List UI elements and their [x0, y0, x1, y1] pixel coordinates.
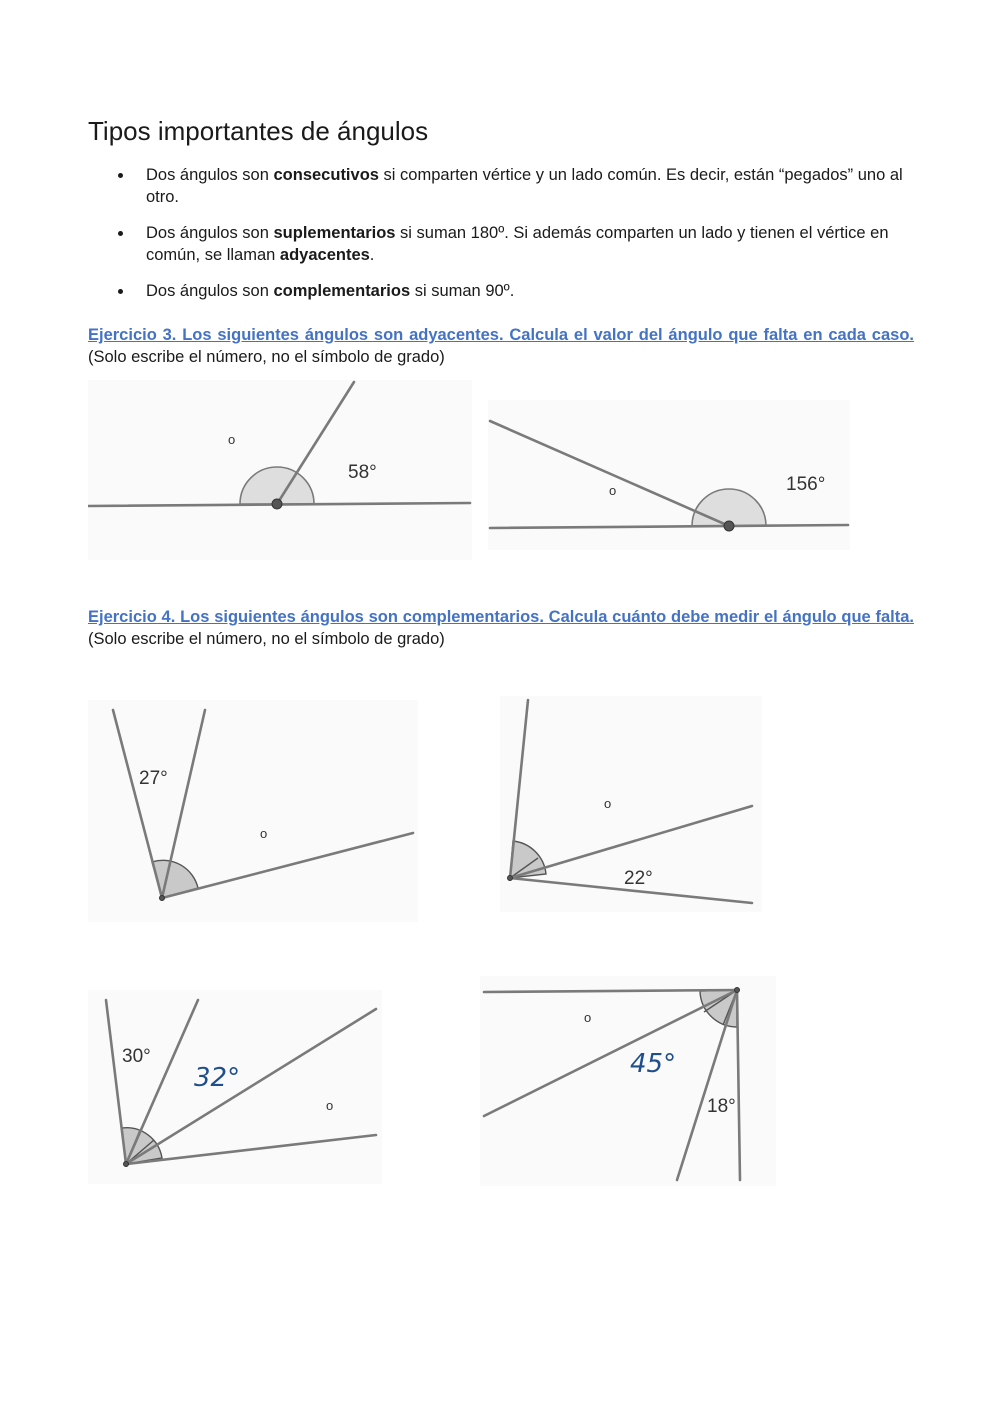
list-item: Dos ángulos son complementarios si suman 90º.: [88, 280, 914, 302]
exercise-4-note: (Solo escribe el número, no el símbolo de grado): [88, 630, 445, 648]
handwritten-answer: 45°: [630, 1049, 677, 1079]
known-angle-label: 22°: [624, 868, 653, 889]
handwritten-answer: 32°: [194, 1063, 241, 1093]
known-angle-label: 30°: [122, 1046, 151, 1067]
definitions-list: [88, 164, 914, 316]
vertex-point: [160, 896, 165, 901]
unknown-angle-mark: o: [326, 1098, 334, 1113]
list-item: Dos ángulos son suplementarios si suman 180º. Si además comparten un lado y tienen el vértice en común, se llaman adyacentes.: [88, 222, 914, 266]
complementary-angles-figure-1: [88, 700, 418, 922]
exercise-4-heading-link[interactable]: Ejercicio 4. Los siguientes ángulos son complementarios. Calcula cuánto debe medir el ángulo que falta.: [88, 608, 914, 626]
unknown-angle-mark: o: [228, 432, 236, 447]
bullet-icon: [118, 231, 123, 236]
bullet-icon: [118, 289, 123, 294]
exercise-4-instructions: [88, 606, 914, 650]
known-angle-label: 18°: [707, 1096, 736, 1117]
vertex-point: [124, 1162, 129, 1167]
page-title: Tipos importantes de ángulos: [88, 116, 429, 146]
complementary-angles-figure-2: [500, 696, 762, 912]
complementary-angles-figure-4: [480, 976, 776, 1186]
unknown-angle-mark: o: [609, 483, 617, 498]
vertex-point: [735, 988, 740, 993]
complementary-angles-figure-3: [88, 990, 382, 1184]
vertex-point: [508, 876, 513, 881]
vertex-point: [724, 521, 734, 531]
adjacent-angles-figure-1: [88, 380, 472, 560]
unknown-angle-mark: o: [584, 1010, 592, 1025]
exercise-3-instructions: [88, 324, 914, 368]
list-item: Dos ángulos son consecutivos si comparten vértice y un lado común. Es decir, están “pegados” uno al otro.: [88, 164, 914, 208]
known-angle-label: 156°: [786, 474, 826, 495]
adjacent-angles-figure-2: [488, 400, 850, 550]
known-angle-label: 58°: [348, 462, 377, 483]
known-angle-label: 27°: [139, 768, 168, 789]
unknown-angle-mark: o: [260, 826, 268, 841]
bullet-icon: [118, 173, 123, 178]
vertex-point: [272, 499, 282, 509]
exercise-3-heading-link[interactable]: Ejercicio 3. Los siguientes ángulos son adyacentes. Calcula el valor del ángulo que falta en cada caso.: [88, 326, 914, 344]
exercise-3-note: (Solo escribe el número, no el símbolo de grado): [88, 348, 445, 366]
unknown-angle-mark: o: [604, 796, 612, 811]
